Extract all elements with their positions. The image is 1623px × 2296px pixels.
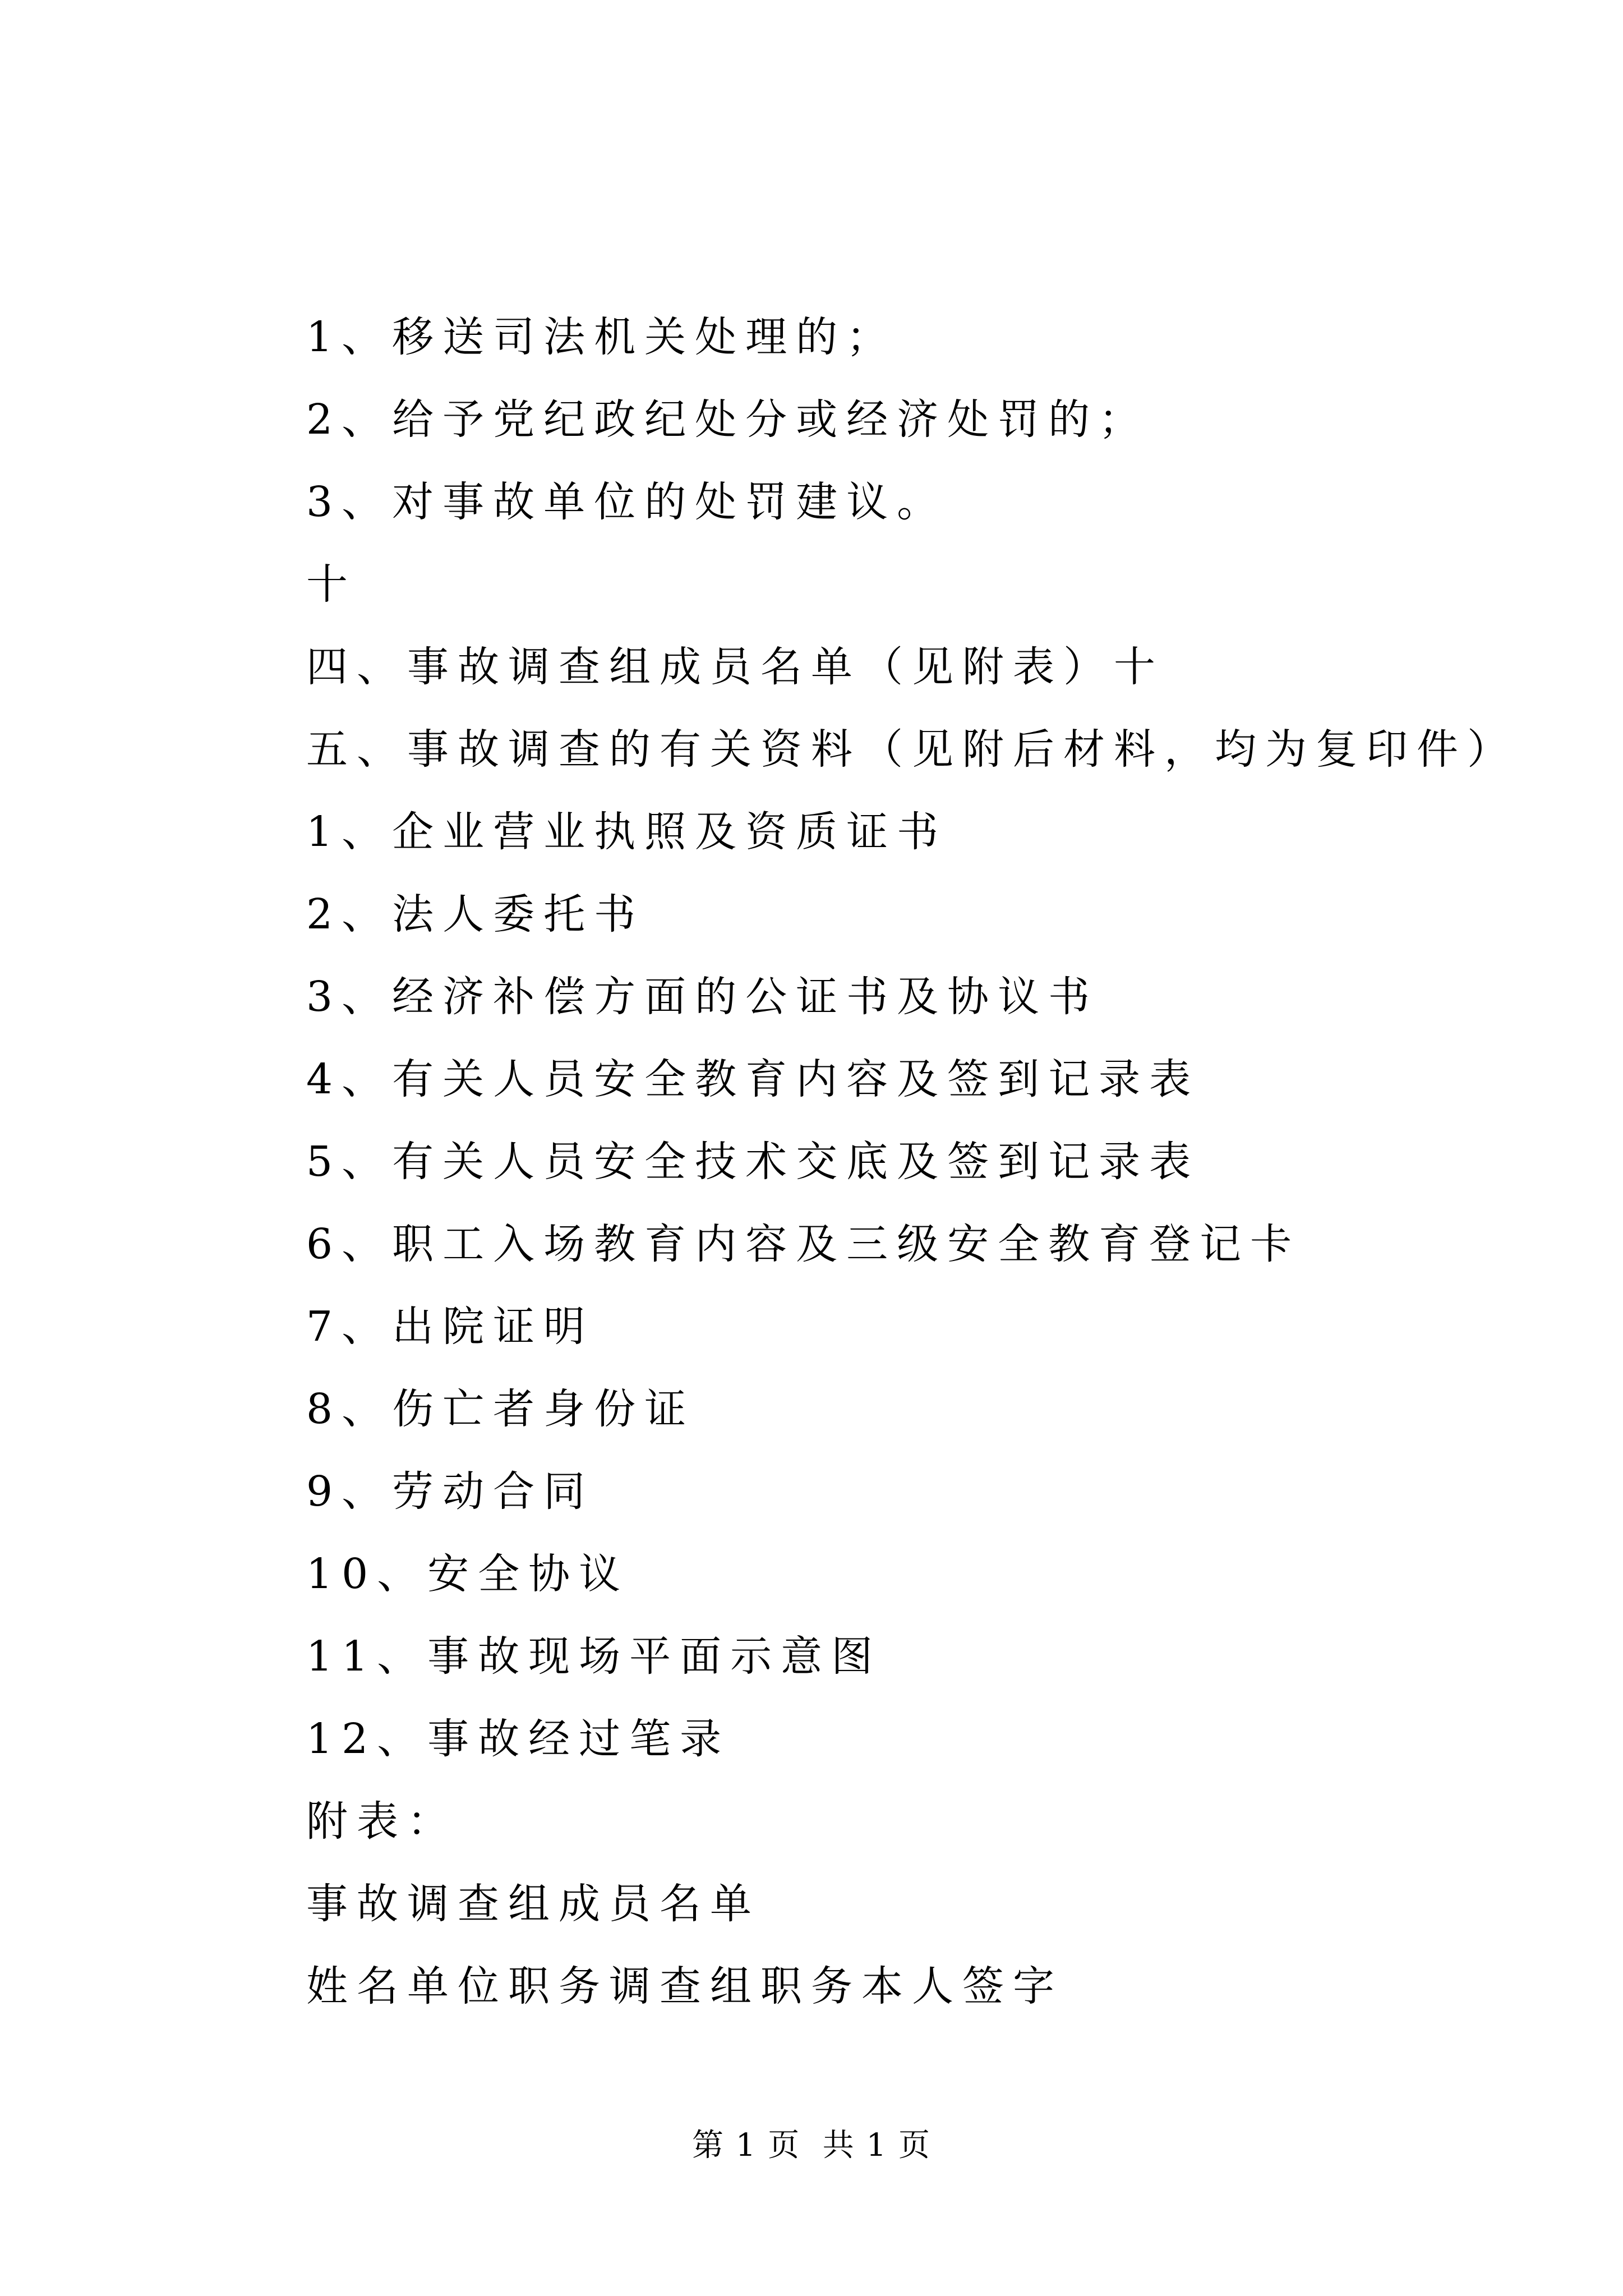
- list-item-transfer-judicial: 1、移送司法机关处理的；: [306, 313, 897, 361]
- appendix-title: 事故调查组成员名单: [306, 1880, 760, 1928]
- section-heading-materials: 五、事故调查的有关资料（见附后材料，均为复印件）: [306, 725, 1518, 774]
- list-item-safety-agreement: 10、安全协议: [306, 1550, 630, 1598]
- list-item-safety-briefing: 5、有关人员安全技术交底及签到记录表: [306, 1138, 1200, 1186]
- list-item-accident-record: 12、事故经过笔录: [306, 1715, 731, 1763]
- page-footer: 第 1 页 共 1 页: [691, 2127, 932, 2164]
- list-item-id-card: 8、伤亡者身份证: [306, 1385, 695, 1433]
- list-item-penalty-suggestion: 3、对事故单位的处罚建议。: [306, 478, 948, 526]
- list-item-business-license: 1、企业营业执照及资质证书: [306, 808, 948, 856]
- appendix-table-header: 姓名单位职务调查组职务本人签字: [306, 1962, 1063, 2010]
- document-body: [306, 306, 1540, 2037]
- appendix-label: 附表：: [306, 1797, 458, 1846]
- list-item-power-of-attorney: 2、法人委托书: [306, 890, 645, 938]
- list-item-discharge-certificate: 7、出院证明: [306, 1303, 594, 1351]
- list-item-notarization: 3、经济补偿方面的公证书及协议书: [306, 973, 1099, 1021]
- section-heading-member-list: 四、事故调查组成员名单（见附表）十: [306, 643, 1164, 691]
- list-item-site-plan: 11、事故现场平面示意图: [306, 1632, 882, 1681]
- list-item-party-discipline: 2、给予党纪政纪处分或经济处罚的；: [306, 395, 1150, 444]
- section-number-fragment: 十: [306, 560, 357, 609]
- list-item-labor-contract: 9、劳动合同: [306, 1467, 594, 1516]
- list-item-safety-education: 4、有关人员安全教育内容及签到记录表: [306, 1055, 1200, 1103]
- list-item-entry-education: 6、职工入场教育内容及三级安全教育登记卡: [306, 1220, 1301, 1268]
